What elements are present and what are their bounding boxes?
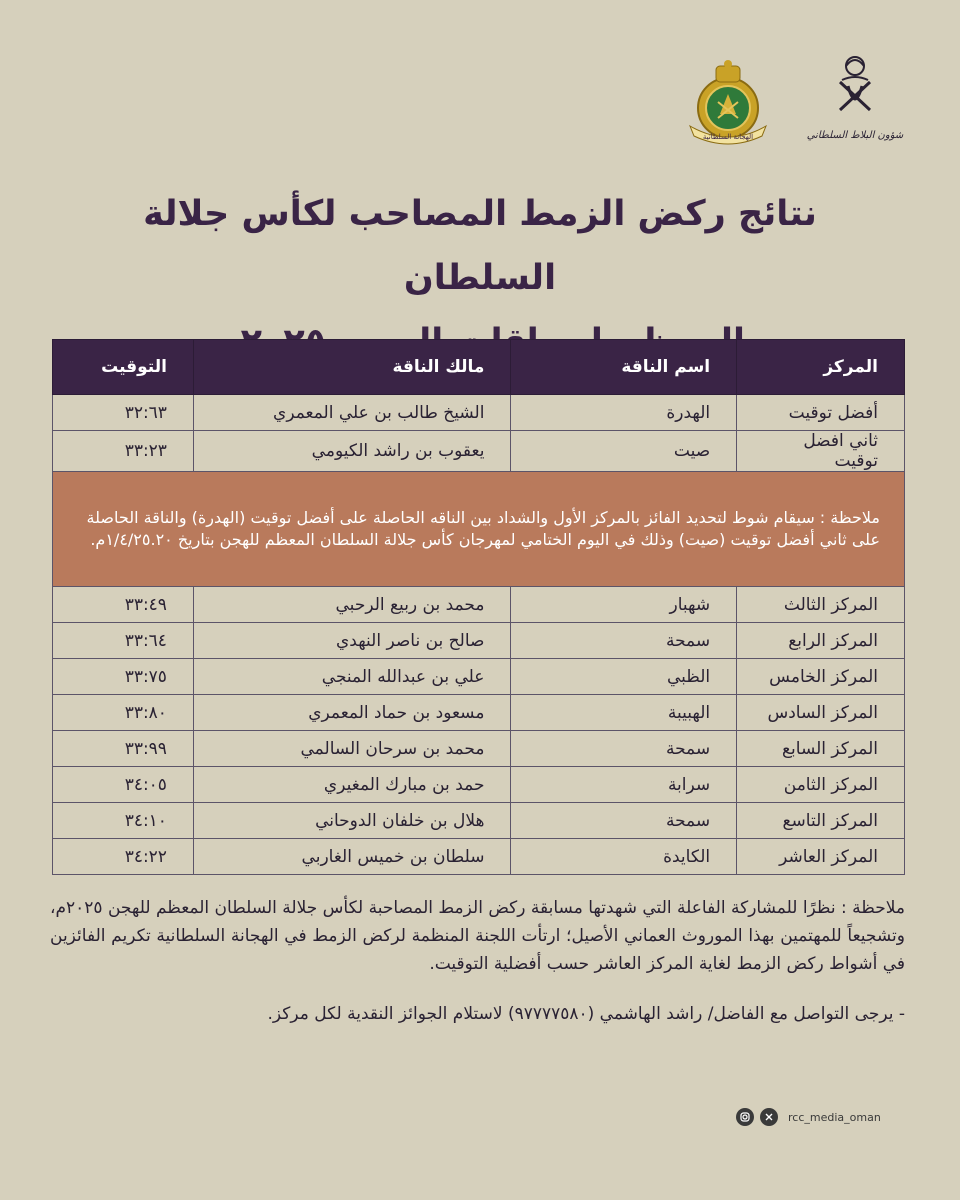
table-row [53, 587, 905, 623]
royal-camel-corps-emblem-icon [680, 56, 776, 148]
instagram-icon[interactable] [736, 1108, 754, 1126]
cell-camel: الهبيبة [511, 695, 737, 731]
table-row [53, 659, 905, 695]
cell-time: ٣٣:٧٥ [53, 659, 194, 695]
cell-rank: المركز الثالث [737, 587, 905, 623]
cell-owner: علي بن عبدالله المنجي [193, 659, 511, 695]
cell-camel: شهبار [511, 587, 737, 623]
cell-owner: محمد بن ربيع الرحبي [193, 587, 511, 623]
cell-time: ٣٣:٢٣ [53, 431, 194, 472]
header-camel: اسم الناقة [511, 340, 737, 395]
svg-text:شؤون البلاط السلطاني: شؤون البلاط السلطاني [806, 130, 904, 141]
cell-rank: المركز الرابع [737, 623, 905, 659]
header-time: التوقيت [53, 340, 194, 395]
table-row [53, 431, 905, 472]
x-icon[interactable] [760, 1108, 778, 1126]
table-row [53, 395, 905, 431]
honoring-note: ملاحظة : نظرًا للمشاركة الفاعلة التي شهدتها مسابقة ركض الزمط المصاحبة لكأس جلالة السلطان المعظم للهجن ٢٠٢٥م، وتشجيعاً للمهتمين بهذا الموروث العماني الأصيل؛ ارتأت اللجنة المنظمة لركض الزمط في الهجانة السلطانية تكريم الفائزين في أشواط ركض الزمط لغاية المركز العاشر حسب أفضلية التوقيت. [50, 898, 905, 974]
cell-time: ٣٣:٤٩ [53, 587, 194, 623]
cell-rank: ثاني افضل توقيت [737, 431, 905, 472]
cell-owner: سلطان بن خميس الغاربي [193, 839, 511, 875]
table-row [53, 695, 905, 731]
cell-camel: سمحة [511, 803, 737, 839]
cell-rank: أفضل توقيت [737, 395, 905, 431]
cell-time: ٣٤:٢٢ [53, 839, 194, 875]
table-row [53, 839, 905, 875]
results-table [52, 339, 905, 875]
cell-owner: صالح بن ناصر النهدي [193, 623, 511, 659]
cell-time: ٣٣:٨٠ [53, 695, 194, 731]
cell-owner: حمد بن مبارك المغيري [193, 767, 511, 803]
social-handle[interactable]: rcc_media_oman [788, 1110, 881, 1124]
cell-camel: صيت [511, 431, 737, 472]
cell-time: ٣٤:٠٥ [53, 767, 194, 803]
cell-owner: يعقوب بن راشد الكيومي [193, 431, 511, 472]
note-row [53, 472, 905, 587]
cell-camel: الظبي [511, 659, 737, 695]
table-row [53, 803, 905, 839]
royal-court-emblem-icon [800, 52, 910, 148]
cell-rank: المركز الخامس [737, 659, 905, 695]
footer-social [736, 1106, 881, 1128]
cell-owner: محمد بن سرحان السالمي [193, 731, 511, 767]
header-owner: مالك الناقة [193, 340, 511, 395]
note-cell: ملاحظة : سيقام شوط لتحديد الفائز بالمركز الأول والشداد بين الناقه الحاصلة على أفضل توقيت (الهدرة) والناقة الحاصلة على ثاني أفضل توقيت (صيت) وذلك في اليوم الختامي لمهرجان كأس جلالة السلطان المعظم للهجن بتاريخ ١/٤/٢٥.٢٠م. [53, 472, 905, 587]
cell-camel: الهدرة [511, 395, 737, 431]
cell-time: ٣٣:٦٤ [53, 623, 194, 659]
cell-time: ٣٣:٩٩ [53, 731, 194, 767]
table-row [53, 623, 905, 659]
cell-rank: المركز التاسع [737, 803, 905, 839]
cell-camel: سرابة [511, 767, 737, 803]
cell-rank: المركز الثامن [737, 767, 905, 803]
contact-note: - يرجى التواصل مع الفاضل/ راشد الهاشمي (٩٧٧٧٧٥٨٠) لاستلام الجوائز النقدية لكل مركز. [267, 1004, 905, 1024]
cell-camel: سمحة [511, 623, 737, 659]
table-header-row [53, 340, 905, 395]
cell-time: ٣٤:١٠ [53, 803, 194, 839]
cell-rank: المركز السادس [737, 695, 905, 731]
svg-text:الهجانة السلطانية: الهجانة السلطانية [702, 133, 754, 141]
cell-rank: المركز العاشر [737, 839, 905, 875]
title-line-1: نتائج ركض الزمط المصاحب لكأس جلالة السلطان [143, 194, 817, 298]
header-rank: المركز [737, 340, 905, 395]
table-row [53, 767, 905, 803]
cell-owner: مسعود بن حماد المعمري [193, 695, 511, 731]
cell-rank: المركز السابع [737, 731, 905, 767]
cell-camel: سمحة [511, 731, 737, 767]
cell-owner: الشيخ طالب بن علي المعمري [193, 395, 511, 431]
header-logos [680, 52, 920, 152]
table-row [53, 731, 905, 767]
cell-camel: الكايدة [511, 839, 737, 875]
cell-owner: هلال بن خلفان الدوحاني [193, 803, 511, 839]
cell-time: ٣٢:٦٣ [53, 395, 194, 431]
